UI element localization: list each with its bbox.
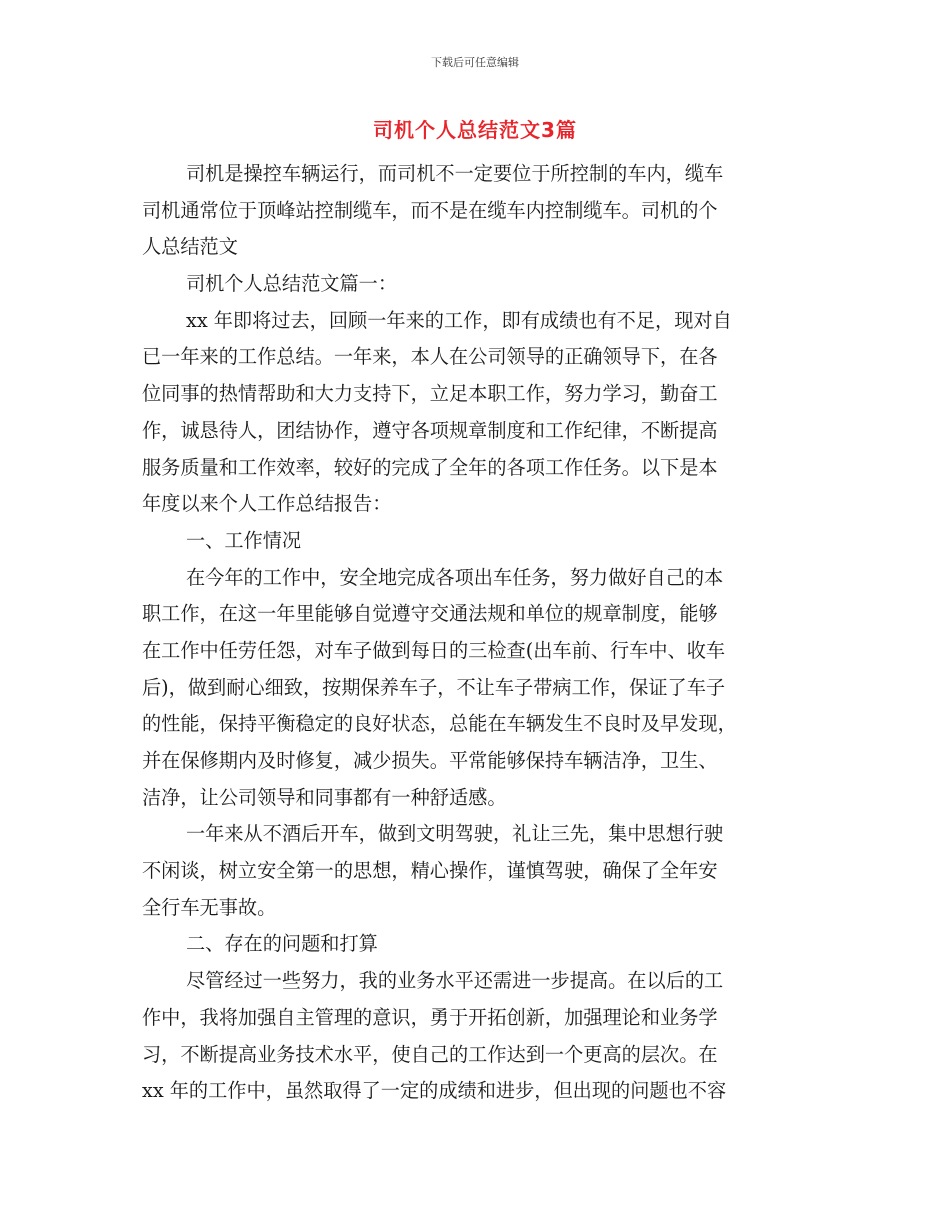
- text-line: 洁净，让公司领导和同事都有一种舒适感。: [142, 785, 507, 809]
- text-line: 一年来从不酒后开车，做到文明驾驶，礼让三先，集中思想行驶: [186, 822, 724, 846]
- text-line: xx 年的工作中，虽然取得了一定的成绩和进步，但出现的问题也不容: [142, 1079, 727, 1103]
- text-line: 在今年的工作中，安全地完成各项出车任务，努力做好自己的本: [186, 565, 724, 589]
- text-line: 作，诚恳待人，团结协作，遵守各项规章制度和工作纪律，不断提高: [142, 418, 718, 442]
- text-line: 人总结范文: [142, 235, 238, 259]
- text-line: xx 年即将过去，回顾一年来的工作，即有成绩也有不足，现对自: [186, 308, 732, 332]
- section-heading: 司机个人总结范文篇一：: [186, 272, 398, 296]
- header-note: 下载后可任意编辑: [431, 56, 519, 69]
- text-line: 不闲谈，树立安全第一的思想，精心操作，谨慎驾驶，确保了全年安: [142, 859, 718, 883]
- text-line: 的性能，保持平衡稳定的良好状态，总能在车辆发生不良时及早发现，: [142, 712, 737, 736]
- text-line: 全行车无事故。: [142, 895, 277, 919]
- text-line: 司机通常位于顶峰站控制缆车，而不是在缆车内控制缆车。司机的个: [142, 198, 718, 222]
- text-line: 位同事的热情帮助和大力支持下，立足本职工作，努力学习，勤奋工: [142, 382, 718, 406]
- document-body: [142, 156, 804, 1110]
- text-line: 习，不断提高业务技术水平，使自己的工作达到一个更高的层次。在: [142, 1042, 718, 1066]
- text-line: 作中，我将加强自主管理的意识，勇于开拓创新，加强理论和业务学: [142, 1005, 718, 1029]
- text-line: 司机是操控车辆运行，而司机不一定要位于所控制的车内，缆车: [186, 162, 724, 185]
- text-line: 服务质量和工作效率，较好的完成了全年的各项工作任务。以下是本: [142, 455, 718, 479]
- page-title: 司机个人总结范文3篇: [373, 118, 577, 142]
- text-line: 后)，做到耐心细致，按期保养车子，不让车子带病工作，保证了车子: [142, 675, 726, 699]
- text-line: 年度以来个人工作总结报告：: [142, 492, 392, 516]
- text-line: 在工作中任劳任怨，对车子做到每日的三检查(出车前、行车中、收车: [142, 638, 726, 662]
- text-line: 已一年来的工作总结。一年来，本人在公司领导的正确领导下，在各: [142, 345, 718, 369]
- text-line: 并在保修期内及时修复，减少损失。平常能够保持车辆洁净，卫生、: [142, 749, 718, 772]
- section-heading: 一、工作情况: [186, 528, 302, 552]
- text-line: 职工作，在这一年里能够自觉遵守交通法规和单位的规章制度，能够: [142, 602, 718, 626]
- section-heading: 二、存在的问题和打算: [186, 932, 378, 956]
- text-line: 尽管经过一些努力，我的业务水平还需进一步提高。在以后的工: [186, 969, 724, 993]
